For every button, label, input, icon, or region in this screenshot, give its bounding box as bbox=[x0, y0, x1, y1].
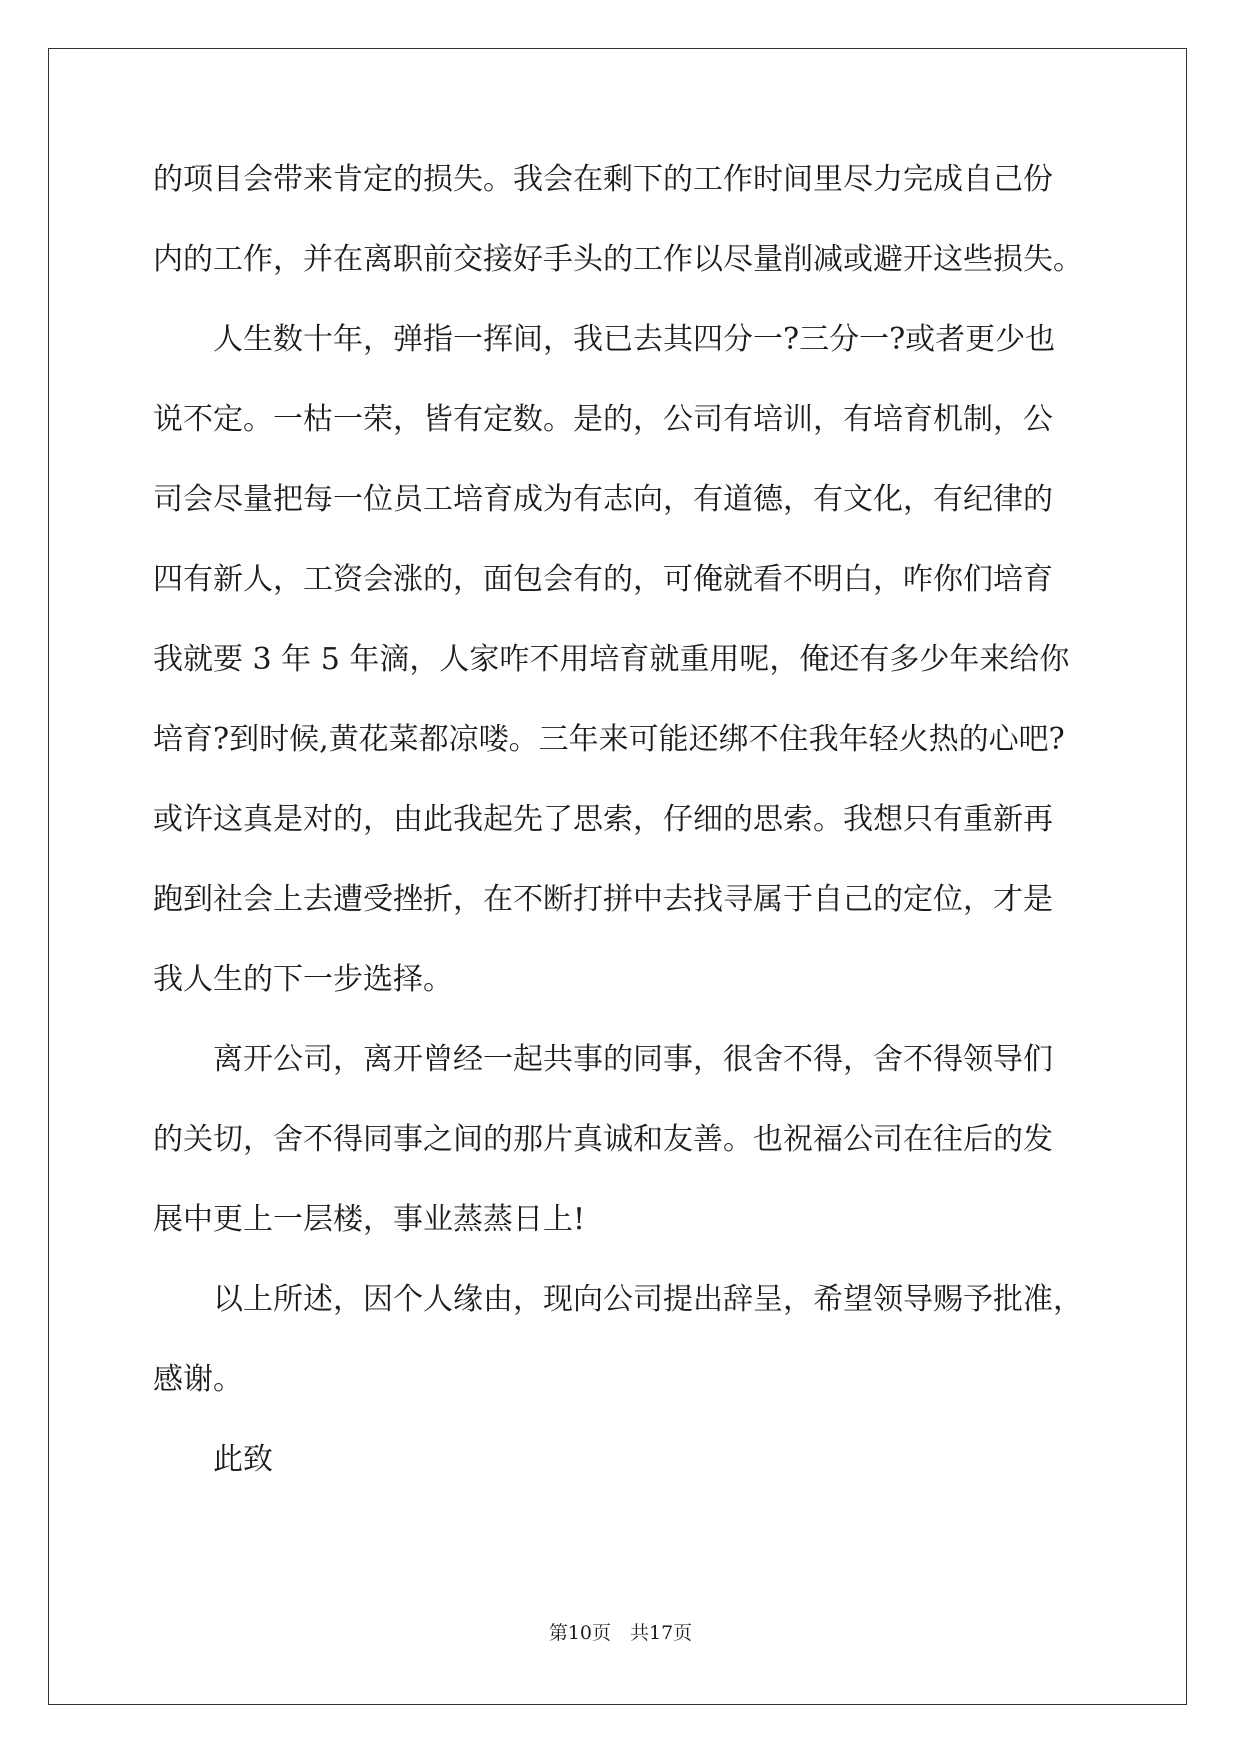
page-number-footer: 第10页 共17页 bbox=[548, 1622, 693, 1644]
text-line: 以上所述，因个人缘由，现向公司提出辞呈，希望领导赐予批准， bbox=[153, 1282, 1083, 1317]
text-line: 内的工作，并在离职前交接好手头的工作以尽量削减或避开这些损失。 bbox=[153, 242, 1083, 277]
text-line: 四有新人，工资会涨的，面包会有的，可俺就看不明白，咋你们培育 bbox=[153, 562, 1053, 597]
text-line: 展中更上一层楼，事业蒸蒸日上! bbox=[153, 1202, 586, 1237]
document-body bbox=[153, 160, 1093, 1520]
text-line: 培育?到时候,黄花菜都凉喽。三年来可能还绑不住我年轻火热的心吧? bbox=[153, 722, 1065, 757]
text-line: 或许这真是对的，由此我起先了思索，仔细的思索。我想只有重新再 bbox=[153, 802, 1053, 837]
text-line: 的项目会带来肯定的损失。我会在剩下的工作时间里尽力完成自己份 bbox=[153, 162, 1053, 197]
text-line: 我人生的下一步选择。 bbox=[153, 962, 453, 997]
text-line: 感谢。 bbox=[153, 1362, 243, 1397]
text-line: 的关切，舍不得同事之间的那片真诚和友善。也祝福公司在往后的发 bbox=[153, 1122, 1053, 1157]
text-line: 说不定。一枯一荣，皆有定数。是的，公司有培训，有培育机制，公 bbox=[153, 402, 1053, 437]
text-line: 跑到社会上去遭受挫折，在不断打拼中去找寻属于自己的定位，才是 bbox=[153, 882, 1053, 917]
text-line: 我就要 3 年 5 年滴，人家咋不用培育就重用呢，俺还有多少年来给你 bbox=[153, 642, 1070, 677]
text-line: 人生数十年，弹指一挥间，我已去其四分一?三分一?或者更少也 bbox=[153, 322, 1056, 357]
text-line: 此致 bbox=[153, 1442, 273, 1477]
text-line: 离开公司，离开曾经一起共事的同事，很舍不得，舍不得领导们 bbox=[153, 1042, 1053, 1077]
text-line: 司会尽量把每一位员工培育成为有志向，有道德，有文化，有纪律的 bbox=[153, 482, 1053, 517]
